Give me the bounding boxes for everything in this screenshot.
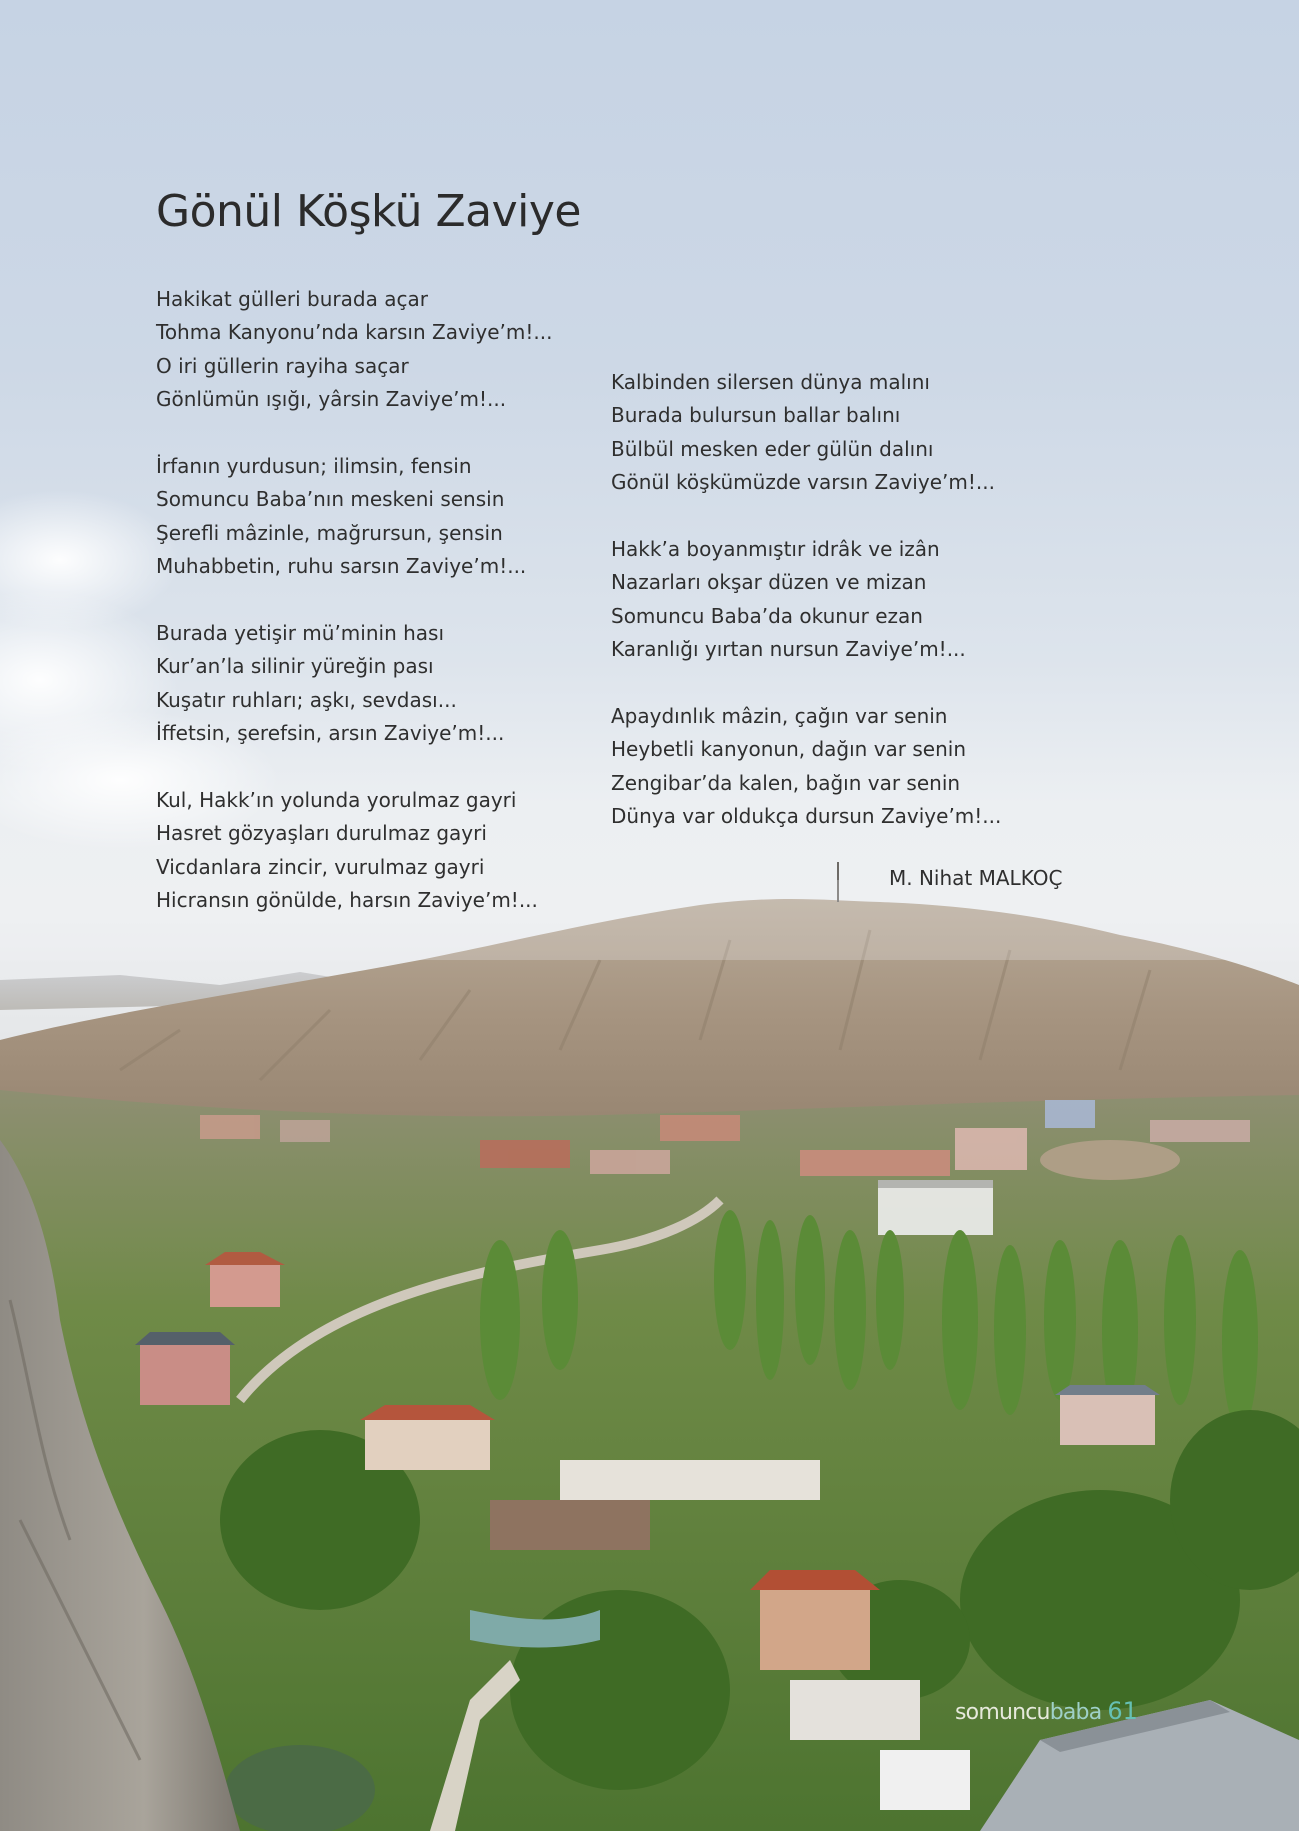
poem-line: Hakk’a boyanmıştır idrâk ve izân <box>611 537 940 562</box>
poem-line: İrfanın yurdusun; ilimsin, fensin <box>156 454 472 479</box>
poem-line: Zengibar’da kalen, bağın var senin <box>611 770 961 795</box>
poem-title: Gönül Köşkü Zaviye <box>156 186 581 237</box>
stanza <box>611 700 1081 834</box>
poem-line: Somuncu Baba’da okunur ezan <box>611 603 923 628</box>
poem-line: Muhabbetin, ruhu sarsın Zaviye’m!... <box>156 554 527 579</box>
stanza <box>156 450 596 584</box>
poem-line: Kalbinden silersen dünya malını <box>611 370 930 394</box>
poem-line: O iri güllerin rayiha saçar <box>156 353 409 378</box>
poem-line: Kuşatır ruhları; aşkı, sevdası... <box>156 687 457 712</box>
poem-line: Bülbül mesken eder gülün dalını <box>611 436 934 461</box>
stanza <box>156 784 596 918</box>
poem-column-left <box>156 283 596 951</box>
poem-line: Gönül köşkümüzde varsın Zaviye’m!... <box>611 470 995 495</box>
pavilion-roof <box>225 1745 375 1831</box>
magazine-brand <box>955 1700 1101 1725</box>
poem-line: Şerefli mâzinle, mağrursun, şensin <box>156 520 503 545</box>
poem-line: Heybetli kanyonun, dağın var senin <box>611 737 967 762</box>
poem-column-right <box>611 366 1081 867</box>
poem-line: Kur’an’la silinir yüreğin pası <box>156 654 434 679</box>
page-footer <box>955 1697 1138 1725</box>
poem-line: Hasret gözyaşları durulmaz gayri <box>156 821 487 846</box>
poem-line: Tohma Kanyonu’nda karsın Zaviye’m!... <box>156 320 553 345</box>
stanza <box>611 366 1081 500</box>
poem-line: Nazarları okşar düzen ve mizan <box>611 570 927 595</box>
poem-line: Hakikat gülleri burada açar <box>156 287 428 311</box>
poem-line: Burada bulursun ballar balını <box>611 403 901 428</box>
poem-line: Hicransın gönülde, harsın Zaviye’m!... <box>156 888 538 913</box>
brand-part-1: somuncu <box>955 1700 1050 1725</box>
poem-line: Gönlümün ışığı, yârsin Zaviye’m!... <box>156 387 507 412</box>
poem-line: Kul, Hakk’ın yolunda yorulmaz gayri <box>156 788 517 813</box>
brand-part-2: baba <box>1049 1700 1102 1725</box>
poem-line: Somuncu Baba’nın meskeni sensin <box>156 487 505 512</box>
page-number: 61 <box>1107 1697 1138 1725</box>
stanza <box>156 283 596 417</box>
poem-line: Dünya var oldukça dursun Zaviye’m!... <box>611 804 1002 829</box>
poem-line: İffetsin, şerefsin, arsın Zaviye’m!... <box>156 721 505 746</box>
poem-line: Apaydınlık mâzin, çağın var senin <box>611 704 948 729</box>
stanza <box>156 617 596 751</box>
poem-author: M. Nihat MALKOÇ <box>889 866 1063 890</box>
stanza <box>611 533 1081 667</box>
poem-line: Karanlığı yırtan nursun Zaviye’m!... <box>611 637 966 662</box>
poem-line: Vicdanlara zincir, vurulmaz gayri <box>156 854 485 879</box>
poem-line: Burada yetişir mü’minin hası <box>156 621 445 646</box>
